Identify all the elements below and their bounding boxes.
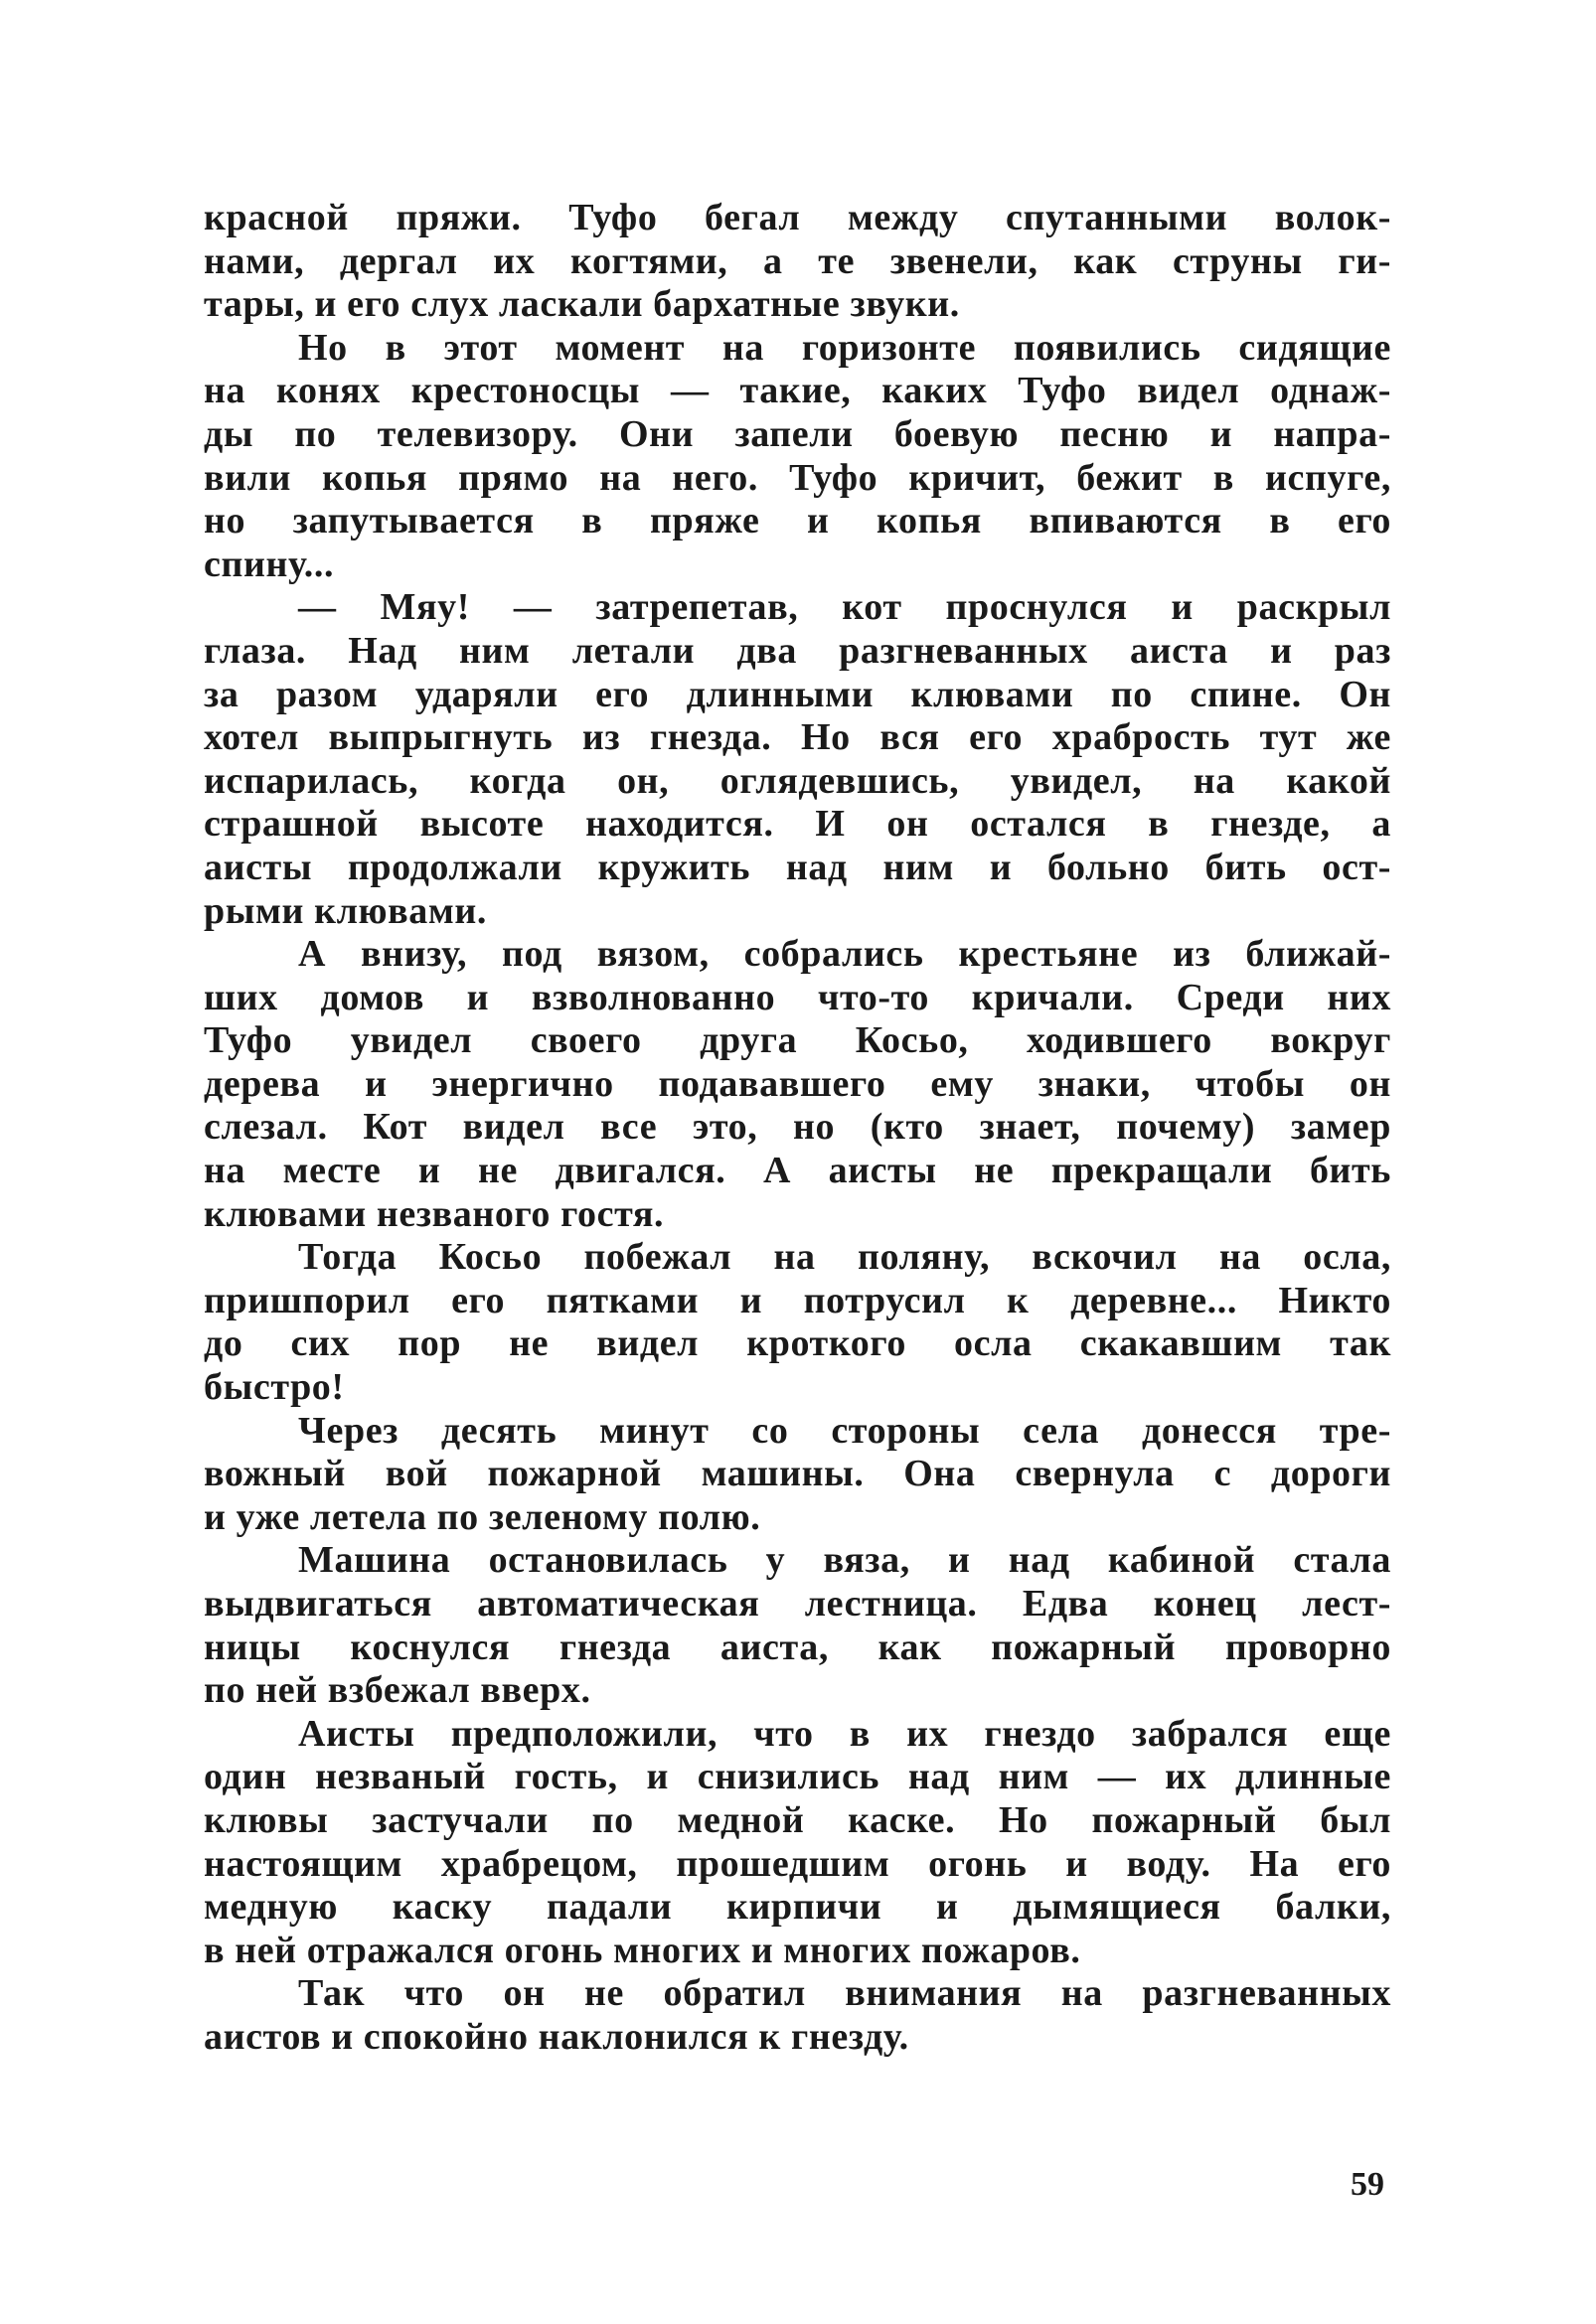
text-line: пришпорил его пятками и потрусил к деревне... Никто: [204, 1279, 1391, 1321]
text-line: аистов и спокойно наклонился к гнезду.: [204, 2015, 909, 2058]
page-body: [204, 197, 1391, 2060]
text-line: вожный вой пожарной машины. Она свернула с дороги: [204, 1453, 1391, 1495]
text-line: до сих пор не видел кроткого осла скакавшим так: [204, 1322, 1391, 1365]
text-line: вили копья прямо на него. Туфо кричит, бежит в испуге,: [204, 456, 1391, 499]
text-line: в ней отражался огонь многих и многих пожаров.: [204, 1929, 1081, 1971]
page-number: 59: [1351, 2166, 1384, 2203]
text-line: нами, дергал их когтями, а те звенели, как струны ги-: [204, 239, 1391, 282]
text-line: аисты продолжали кружить над ним и больно бить ост-: [204, 846, 1391, 888]
paragraph: [204, 1539, 1391, 1712]
text-line: на месте и не двигался. А аисты не прекращали бить: [204, 1150, 1391, 1192]
text-line: тары, и его слух ласкали бархатные звуки.: [204, 283, 960, 326]
text-line: Туфо увидел своего друга Косьо, ходившего вокруг: [204, 1019, 1391, 1062]
text-line: Через десять минут со стороны села донесся тре-: [298, 1409, 1391, 1452]
text-line: но запутывается в пряже и копья впиваются в его: [204, 500, 1391, 542]
text-line: настоящим храбрецом, прошедшим огонь и воду. На его: [204, 1842, 1391, 1885]
text-line: Тогда Косьо побежал на поляну, вскочил на осла,: [298, 1236, 1391, 1279]
paragraph: [204, 1410, 1391, 1540]
text-line: по ней взбежал вверх.: [204, 1669, 591, 1712]
text-line: Аисты предположили, что в их гнездо забрался еще: [298, 1712, 1391, 1755]
text-line: красной пряжи. Туфо бегал между спутанными волок-: [204, 197, 1391, 238]
text-line: медную каску падали кирпичи и дымящиеся балки,: [204, 1886, 1391, 1929]
text-line: один незваный гость, и снизились над ним — их длинные: [204, 1756, 1391, 1798]
text-line: спину...: [204, 542, 335, 585]
text-line: слезал. Кот видел все это, но (кто знает, почему) замер: [204, 1106, 1391, 1149]
text-line: рыми клювами.: [204, 889, 487, 932]
paragraph: [204, 586, 1391, 933]
text-line: страшной высоте находится. И он остался в гнезде, а: [204, 803, 1391, 846]
text-line: — Мяу! — затрепетав, кот проснулся и раскрыл: [298, 586, 1391, 629]
paragraph: [204, 197, 1391, 327]
text-line: испарилась, когда он, оглядевшись, увидел, на какой: [204, 759, 1391, 802]
text-line: хотел выпрыгнуть из гнезда. Но вся его храбрость тут же: [204, 716, 1391, 759]
text-line: А внизу, под вязом, собрались крестьяне из ближай-: [298, 933, 1391, 976]
text-line: дерева и энергично подававшего ему знаки, чтобы он: [204, 1062, 1391, 1105]
text-line: Машина остановилась у вяза, и над кабиной стала: [298, 1539, 1391, 1582]
paragraph: [204, 327, 1391, 587]
text-line: и уже летела по зеленому полю.: [204, 1495, 761, 1538]
paragraph: [204, 1713, 1391, 1973]
text-line: ших домов и взволнованно что-то кричали. Среди них: [204, 976, 1391, 1018]
text-line: клювы застучали по медной каске. Но пожарный был: [204, 1798, 1391, 1841]
text-line: ницы коснулся гнезда аиста, как пожарный проворно: [204, 1626, 1391, 1668]
paragraph: [204, 1972, 1391, 2059]
text-line: за разом ударяли его длинными клювами по спине. Он: [204, 673, 1391, 715]
text-line: глаза. Над ним летали два разгневанных аиста и раз: [204, 629, 1391, 672]
text-line: выдвигаться автоматическая лестница. Едва конец лест-: [204, 1583, 1391, 1625]
text-line: клювами незваного гостя.: [204, 1192, 665, 1235]
text-line: Так что он не обратил внимания на разгневанных: [298, 1972, 1391, 2015]
text-line: Но в этот момент на горизонте появились сидящие: [298, 326, 1391, 369]
paragraph: [204, 1236, 1391, 1409]
text-line: ды по телевизору. Они запели боевую песню и напра-: [204, 412, 1391, 455]
text-line: быстро!: [204, 1366, 345, 1409]
text-line: на конях крестоносцы — такие, каких Туфо видел однаж-: [204, 370, 1391, 412]
paragraph: [204, 933, 1391, 1236]
